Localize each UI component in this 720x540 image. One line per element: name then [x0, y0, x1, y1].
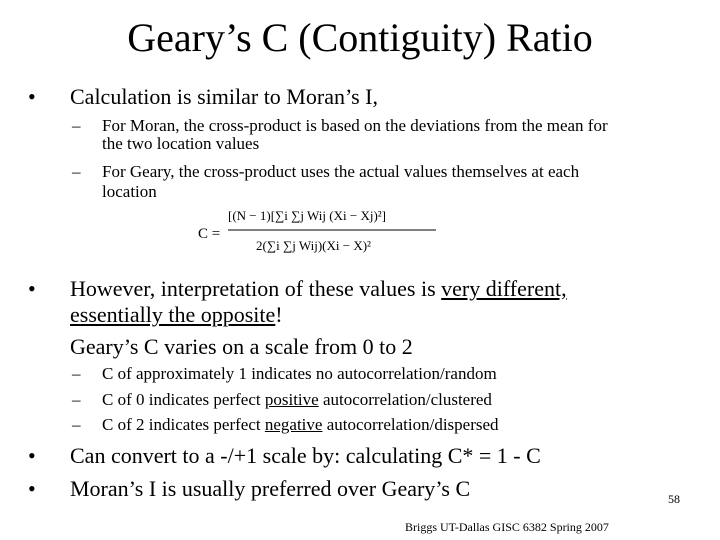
formula-lhs: C = [198, 226, 221, 242]
formula-numerator: [(N − 1)[∑i ∑j Wij (Xi − Xj)²] [228, 208, 386, 223]
underlined-negative: negative [264, 415, 323, 434]
formula-denominator: 2(∑i ∑j Wij)(Xi − X)² [256, 238, 371, 253]
subbullet-text-line1: For Geary, the cross-product uses the actual values themselves at each [102, 162, 580, 181]
subbullet-text: C of 2 indicates perfect negative autocorrelation/dispersed [102, 415, 499, 434]
subbullet-text: C of approximately 1 indicates no autocorrelation/random [102, 364, 497, 383]
subbullet-text-line2: the two location values [102, 134, 260, 153]
page-number: 58 [668, 492, 680, 506]
slide-footer: Briggs UT-Dallas GISC 6382 Spring 2007 [405, 520, 609, 534]
bullet-text: essentially the opposite! [70, 302, 283, 327]
bullet-dot: • [28, 276, 36, 301]
subbullet-text: C of 0 indicates perfect positive autocorrelation/clustered [102, 390, 492, 409]
underlined-very-different: very different, [441, 276, 567, 301]
bullet-dot: • [28, 476, 36, 501]
geary-c-formula [198, 200, 448, 262]
dash-marker: – [72, 415, 81, 434]
bullet-dot: • [28, 443, 36, 468]
dash-marker: – [72, 162, 81, 181]
bullet-text: However, interpretation of these values is very different, [70, 276, 567, 301]
bullet-text: Calculation is similar to Moran’s I, [70, 84, 378, 109]
subbullet-text-line2: location [102, 182, 157, 201]
slide-title: Geary’s C (Contiguity) Ratio [127, 15, 593, 60]
bullet-dot: • [28, 84, 36, 109]
dash-marker: – [72, 390, 81, 409]
bullet-text: Geary’s C varies on a scale from 0 to 2 [70, 334, 413, 359]
subbullet-text-line1: For Moran, the cross-product is based on the deviations from the mean for [102, 116, 608, 135]
underlined-positive: positive [264, 390, 319, 409]
bullet-text: Can convert to a -/+1 scale by: calculating C* = 1 - C [70, 443, 541, 468]
bullet-text: Moran’s I is usually preferred over Geary’s C [70, 476, 471, 501]
dash-marker: – [72, 116, 81, 135]
dash-marker: – [72, 364, 81, 383]
underlined-opposite: essentially the opposite [70, 302, 276, 327]
